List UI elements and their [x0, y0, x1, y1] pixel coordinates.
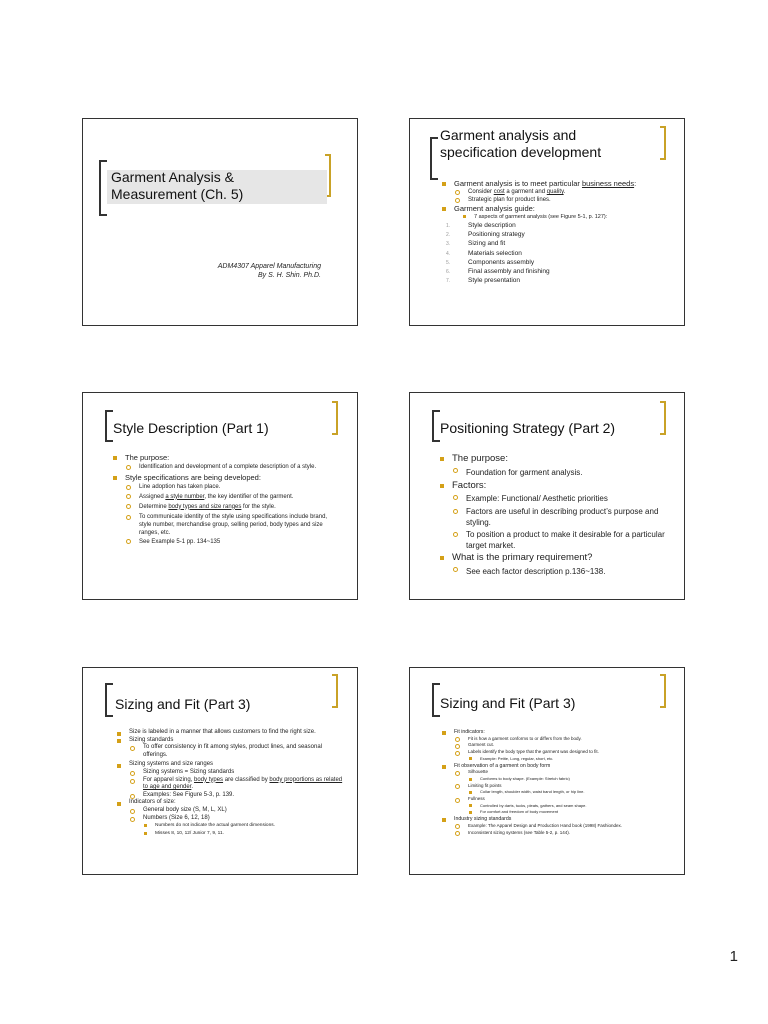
list-item: Conforms to body shape. (Example: Stretch fabric)	[468, 776, 676, 783]
slide-title: Positioning Strategy (Part 2)	[440, 420, 616, 436]
list-item: Sizing systems and size ranges	[115, 761, 343, 769]
list-item: See each factor description p.136~138.	[452, 564, 674, 579]
right-bracket	[660, 674, 666, 708]
list-item: Example: Petite, Long, regular, short, etc.	[468, 756, 676, 763]
slide-title	[440, 127, 601, 161]
list-item: Sizing standards	[115, 737, 343, 745]
list-item: Fit observation of a garment on body form	[440, 763, 676, 770]
list-item: Inconsistent sizing systems (see Table 5-2, p. 144).	[454, 830, 676, 837]
list-item: Assigned a style number, the key identifier of the garment.	[125, 492, 341, 502]
list-item: 1. Style description	[446, 222, 516, 229]
list-item: What is the primary requirement?	[438, 552, 674, 564]
left-bracket	[105, 410, 113, 442]
slide-5	[82, 667, 358, 875]
list-item: For apparel sizing, body types are classified by body proportions as related to age and gender.	[129, 777, 343, 792]
list-item: 3. Sizing and fit	[446, 240, 506, 248]
list-item: Determine body types and size ranges for the style.	[125, 502, 341, 513]
list-item: 4. Materials selection	[446, 249, 522, 257]
right-bracket	[660, 126, 666, 160]
course-name: ADM4307 Apparel Manufacturing	[217, 263, 321, 270]
left-bracket	[432, 683, 440, 717]
list-item: Fit is how a garment conforms to or differs from the body.	[454, 736, 676, 743]
list-item: Garment analysis is to meet particular business needs:	[440, 179, 676, 188]
list-item: 7 aspects of garment analysis (see Figure 5-1, p. 127):	[462, 213, 676, 221]
left-bracket	[105, 683, 113, 717]
list-item: Line adoption has taken place.	[125, 483, 341, 492]
slide-3	[82, 392, 358, 600]
slide-body	[440, 729, 676, 836]
list-item: Style specifications are being developed:	[111, 473, 341, 483]
left-bracket	[432, 410, 440, 442]
list-item: Misses 8, 10, 12/ Junior 7, 9, 11.	[143, 830, 343, 838]
list-item: Identification and development of a complete description of a style.	[125, 463, 341, 471]
list-item: 7. Style presentation	[446, 277, 521, 285]
list-item: See Example 5-1 pp. 134~135	[125, 537, 341, 547]
slide-title: Sizing and Fit (Part 3)	[115, 696, 251, 712]
list-item: Example: The Apparel Design and Production Hand book (1998) Fashiondex.	[454, 823, 676, 830]
list-item: For comfort and freedom of body movement	[468, 809, 676, 816]
title-line-2: Measurement (Ch. 5)	[111, 186, 244, 202]
list-item: To position a product to make it desirable for a particular target market.	[452, 529, 674, 551]
list-item: Garment analysis guide:	[440, 204, 676, 213]
list-item: 2. Positioning strategy	[446, 231, 525, 239]
list-item: Numbers do not indicate the actual garment dimensions.	[143, 822, 343, 830]
slide-body	[438, 453, 674, 579]
list-item: General body size (S, M, L, XL)	[129, 807, 343, 815]
list-item: Collar length, shoulder width, waist band length, or hip line.	[468, 789, 676, 796]
list-item: Silhouette	[454, 769, 676, 776]
slide-6	[409, 667, 685, 875]
list-item: Labels identify the body type that the garment was designed to fit.	[454, 749, 676, 756]
list-item: Size is labeled in a manner that allows customers to find the right size.	[115, 729, 343, 737]
title-line-1: Garment Analysis &	[111, 169, 234, 185]
list-item: Controlled by darts, tucks, pleats, gathers, and seam shape.	[468, 803, 676, 810]
list-item: The purpose:	[111, 453, 341, 463]
left-bracket	[99, 160, 107, 216]
slide-2	[409, 118, 685, 326]
slide-1	[82, 118, 358, 326]
list-item: Limiting fit points	[454, 783, 676, 790]
slide-body	[115, 729, 343, 837]
list-item: Consider cost a garment and quality.	[454, 188, 676, 196]
list-item: Example: Functional/ Aesthetic priorities	[452, 492, 674, 506]
list-item: 6. Final assembly and finishing	[446, 268, 550, 276]
title-line-2: specification development	[440, 144, 602, 160]
list-item: Industry sizing standards	[440, 816, 676, 823]
list-item: Examples: See Figure 5-3, p. 139.	[129, 792, 343, 800]
slide-title	[111, 169, 243, 203]
right-bracket	[332, 401, 338, 435]
slide-4	[409, 392, 685, 600]
list-item: Numbers (Size 6, 12, 18)	[129, 815, 343, 823]
list-item: To offer consistency in fit among styles, product lines, and seasonal offerings.	[129, 744, 343, 759]
list-item: Garment cut.	[454, 742, 676, 749]
slide-title: Sizing and Fit (Part 3)	[440, 695, 576, 711]
list-item: Fit indicators:	[440, 729, 676, 736]
left-bracket	[430, 137, 438, 180]
title-line-1: Garment analysis and	[440, 127, 577, 143]
slide-body	[111, 453, 341, 547]
page-number: 1	[729, 948, 738, 965]
right-bracket	[660, 401, 666, 435]
list-item: Sizing systems = Sizing standards	[129, 769, 343, 777]
slide-title: Style Description (Part 1)	[113, 420, 269, 436]
list-item: Foundation for garment analysis.	[452, 465, 674, 480]
list-item: The purpose:	[438, 453, 674, 465]
right-bracket	[332, 674, 338, 708]
list-item: 5. Components assembly	[446, 258, 535, 266]
slide-body	[440, 179, 676, 285]
list-item: Fullness	[454, 796, 676, 803]
list-item: Strategic plan for product lines.	[454, 196, 676, 204]
list-item: Indicators of size:	[115, 799, 343, 807]
list-item: Factors:	[438, 480, 674, 492]
list-item: To communicate identity of the style using specifications include brand, style number, merchandise group, selling period, body types and size ranges, etc.	[125, 513, 341, 537]
list-item: Factors are useful in describing product’s purpose and styling.	[452, 506, 674, 528]
author: By S. H. Shin. Ph.D.	[257, 272, 321, 279]
